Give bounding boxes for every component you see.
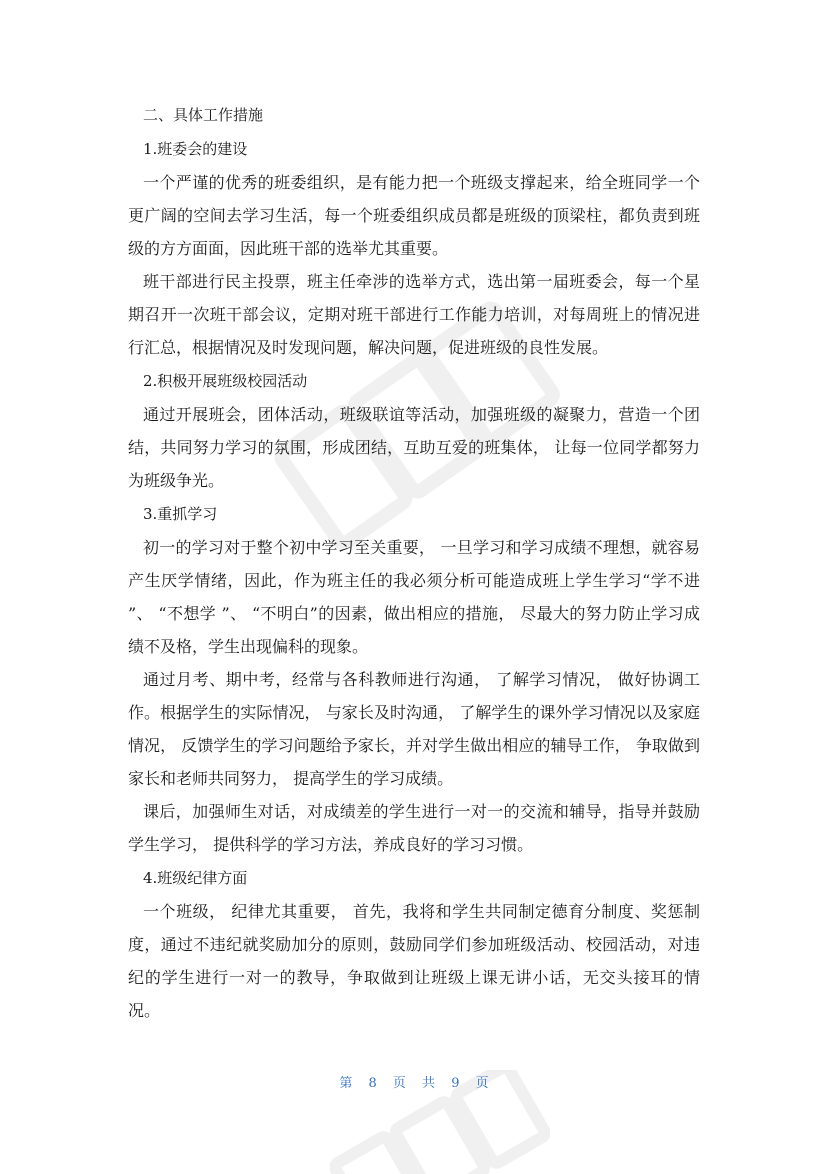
document-body bbox=[128, 98, 700, 1027]
paragraph: 通过月考、期中考，经常与各科教师进行沟通， 了解学习情况， 做好协调工作。根据学生的实际情况， 与家长及时沟通， 了解学生的课外学习情况以及家庭情况， 反馈学生的学习问题给予家长，并对学生做出相应的辅导工作， 争取做到家长和老师共同努力， 提高学生的学习成绩。 bbox=[128, 670, 700, 788]
paragraph: 课后，加强师生对话，对成绩差的学生进行一对一的交流和辅导，指导并鼓励学生学习， 提供科学的学习方法，养成良好的学习习惯。 bbox=[128, 802, 700, 854]
section-heading: 3.重抓学习 bbox=[143, 505, 218, 523]
section-heading: 2.积极开展班级校园活动 bbox=[143, 372, 308, 390]
page-number-footer: 第 8 页 共 9 页 bbox=[339, 1076, 491, 1091]
paragraph: 一个班级， 纪律尤其重要， 首先，我将和学生共同制定德育分制度、奖惩制度，通过不违纪就奖励加分的原则，鼓励同学们参加班级活动、校园活动，对违纪的学生进行一对一的教导，争取做到让班级上课无讲小话，无交头接耳的情况。 bbox=[128, 902, 700, 1020]
paragraph: 通过开展班会，团体活动，班级联谊等活动，加强班级的凝聚力，营造一个团结，共同努力学习的氛围，形成团结，互助互爱的班集体， 让每一位同学都努力为班级争光。 bbox=[128, 405, 700, 490]
paragraph: 初一的学习对于整个初中学习至关重要， 一旦学习和学习成绩不理想，就容易产生厌学情绪，因此，作为班主任的我必须分析可能造成班上学生学习“学不进 ”、 “不想学 ”、 “不明白”的因素，做出相应的措施， 尽最大的努力防止学习成绩不及格，学生出现偏科的现象。 bbox=[128, 538, 700, 656]
section-heading: 二、具体工作措施 bbox=[143, 106, 264, 124]
section-heading: 1.班委会的建设 bbox=[143, 140, 248, 158]
section-heading: 4.班级纪律方面 bbox=[143, 869, 248, 887]
paragraph: 班干部进行民主投票，班主任牵涉的选举方式，选出第一届班委会，每一个星期召开一次班干部会议，定期对班干部进行工作能力培训，对每周班上的情况进行汇总，根据情况及时发现问题，解决问题，促进班级的良性发展。 bbox=[128, 272, 700, 357]
paragraph: 一个严谨的优秀的班委组织，是有能力把一个班级支撑起来，给全班同学一个更广阔的空间去学习生活，每一个班委组织成员都是班级的顶梁柱，都负责到班级的方方面面，因此班干部的选举尤其重要。 bbox=[128, 173, 700, 258]
